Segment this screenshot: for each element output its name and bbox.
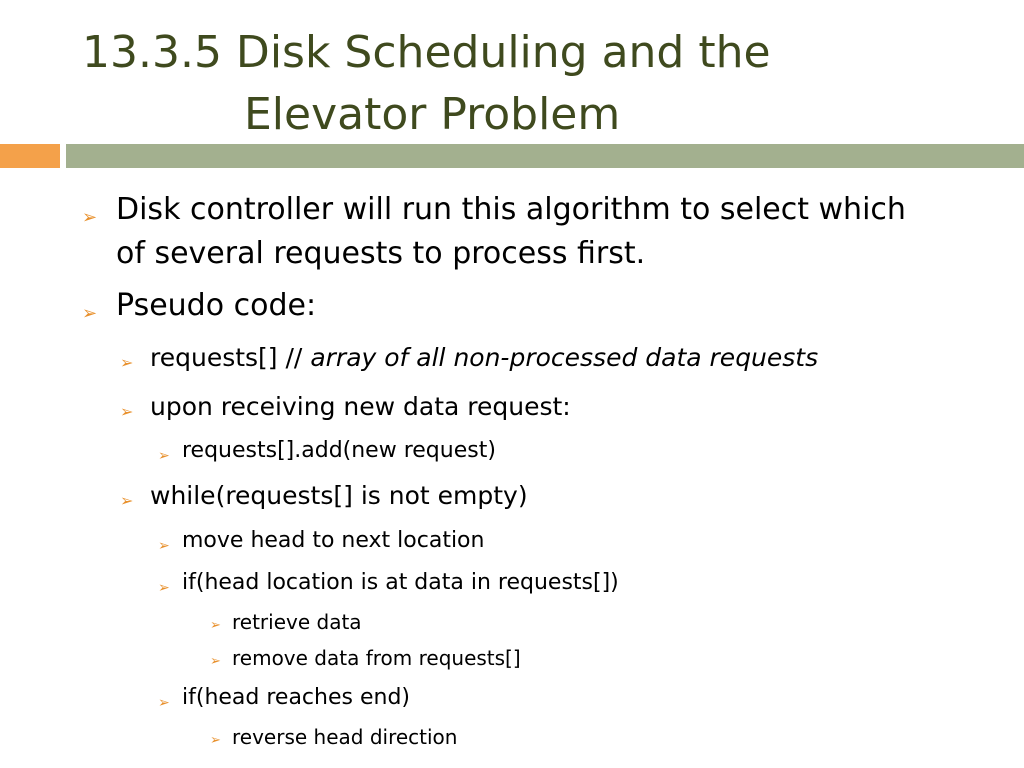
bullet-if-head-reaches-end	[158, 682, 410, 714]
bullet-text: Disk controller will run this algorithm to select which	[116, 192, 906, 227]
bullet-retrieve-data	[210, 607, 362, 637]
bullet-disk-controller	[82, 188, 906, 276]
accent-bar-orange	[0, 144, 60, 168]
title-line-2: Elevator Problem	[244, 89, 621, 140]
bullet-text: Pseudo code:	[116, 288, 317, 323]
bullet-arrow-icon: ➢	[158, 695, 170, 711]
bullet-arrow-icon: ➢	[120, 491, 134, 510]
bullet-arrow-icon: ➢	[120, 353, 134, 372]
bullet-arrow-icon: ➢	[158, 580, 170, 596]
accent-bar-green	[66, 144, 1024, 168]
bullet-text: upon receiving new data request:	[150, 392, 571, 421]
bullet-text: reverse head direction	[232, 725, 458, 749]
bullet-text-cont: of several requests to process first.	[116, 236, 646, 271]
bullet-requests-add	[158, 435, 496, 467]
bullet-remove-data	[210, 643, 521, 673]
bullet-text: while(requests[] is not empty)	[150, 481, 528, 510]
bullet-requests-array	[120, 340, 819, 376]
bullet-upon-receiving	[120, 389, 571, 425]
bullet-move-head	[158, 525, 485, 557]
bullet-pseudo-code	[82, 284, 317, 328]
bullet-arrow-icon: ➢	[158, 448, 170, 464]
slide-title	[82, 22, 771, 146]
bullet-text: requests[].add(new request)	[182, 438, 496, 463]
bullet-while-loop	[120, 478, 528, 514]
bullet-arrow-icon: ➢	[82, 303, 98, 324]
bullet-reverse-direction	[210, 722, 458, 752]
bullet-text: retrieve data	[232, 610, 362, 634]
bullet-text: remove data from requests[]	[232, 646, 521, 670]
comment-text: array of all non-processed data requests	[310, 343, 819, 372]
bullet-arrow-icon: ➢	[210, 733, 221, 748]
bullet-text: if(head reaches end)	[182, 685, 410, 710]
bullet-text: move head to next location	[182, 528, 485, 553]
bullet-arrow-icon: ➢	[120, 402, 134, 421]
bullet-text: if(head location is at data in requests[])	[182, 570, 619, 595]
bullet-arrow-icon: ➢	[210, 618, 221, 633]
bullet-arrow-icon: ➢	[158, 538, 170, 554]
title-line-1: 13.3.5 Disk Scheduling and the	[82, 27, 771, 78]
bullet-arrow-icon: ➢	[210, 654, 221, 669]
code-text: requests[] //	[150, 343, 311, 372]
bullet-if-head-location	[158, 567, 619, 599]
bullet-arrow-icon: ➢	[82, 207, 98, 228]
